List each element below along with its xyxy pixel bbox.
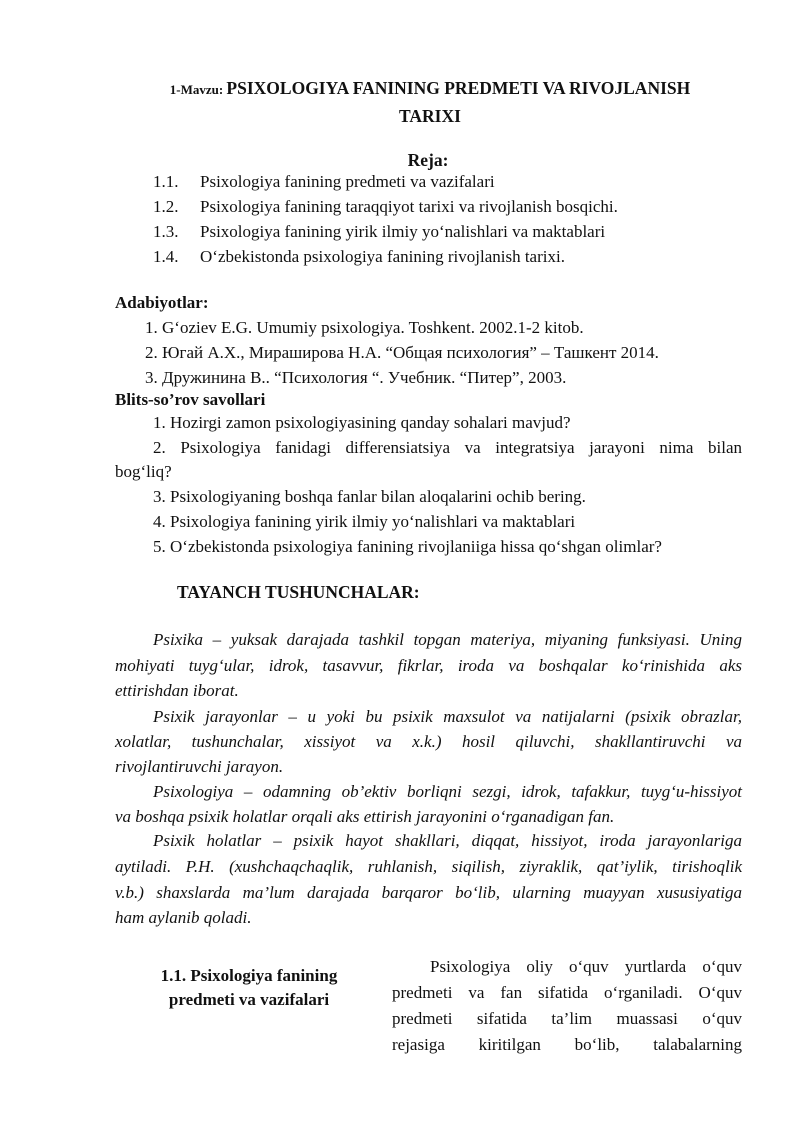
blitz-question-cont: bog‘liq?	[115, 462, 172, 481]
concept-line: aytiladi. P.H. (xushchaqchaqlik, ruhlanish, siqilish, ziyraklik, qat’iylik, tirishoqlik	[115, 857, 742, 876]
section-heading-line2: predmeti va vazifalari	[168, 990, 330, 1009]
topic-title-line1: PSIXOLOGIYA FANINING PREDMETI VA RIVOJLANISH	[226, 78, 691, 98]
plan-item-number: 1.2.	[153, 197, 179, 216]
concept-line: rivojlantiruvchi jarayon.	[115, 757, 284, 776]
concept-line: ham aylanib qoladi.	[115, 908, 252, 927]
plan-item-number: 1.4.	[153, 247, 179, 266]
section-heading-line1: 1.1. Psixologiya fanining	[160, 966, 338, 985]
concept-line: mohiyati tuyg‘ular, idrok, tasavvur, fikrlar, iroda va boshqalar ko‘rinishida aks	[115, 656, 742, 675]
blitz-question: 1. Hozirgi zamon psixologiyasining qanday sohalari mavjud?	[153, 413, 571, 432]
topic-title	[100, 75, 760, 130]
concept-line: Psixik jarayonlar – u yoki bu psixik maxsulot va natijalarni (psixik obrazlar,	[153, 707, 742, 726]
concept-line: ettirishdan iborat.	[115, 681, 239, 700]
concept-line: xolatlar, tushunchalar, xissiyot va x.k.) hosil qiluvchi, shakllantiruvchi va	[115, 732, 742, 751]
plan-item-number: 1.1.	[153, 172, 179, 191]
literature-heading: Adabiyotlar:	[115, 293, 209, 312]
concept-line: Psixologiya – odamning ob’ektiv borliqni sezgi, idrok, tafakkur, tuyg‘u-hissiyot	[153, 782, 742, 801]
concept-line: Psixika – yuksak darajada tashkil topgan materiya, miyaning funksiyasi. Uning	[153, 630, 742, 649]
section-text-line: predmeti sifatida ta’lim muassasi o‘quv	[392, 1009, 742, 1028]
concept-line: Psixik holatlar – psixik hayot shakllari, diqqat, hissiyot, iroda jarayonlariga	[153, 831, 742, 850]
literature-item: 3. Дружинина В.. “Психология “. Учебник. “Питер”, 2003.	[145, 368, 567, 387]
concept-line: v.b.) shaxslarda ma’lum darajada barqaror bo‘lib, ularning muayyan xususiyatiga	[115, 883, 742, 902]
plan-item-text: Psixologiya fanining taraqqiyot tarixi va rivojlanish bosqichi.	[200, 197, 618, 216]
literature-item: 2. Югай А.Х., Мирашировa Н.А. “Общая психология” – Ташкент 2014.	[145, 343, 659, 362]
section-text-line: rejasiga kiritilgan bo‘lib, talabalarning	[392, 1035, 742, 1054]
blitz-question: 2. Psixologiya fanidagi differensiatsiya va integratsiya jarayoni nima bilan	[153, 438, 742, 457]
plan-item-text: O‘zbekistonda psixologiya fanining rivojlanish tarixi.	[200, 247, 565, 266]
blitz-question: 5. O‘zbekistonda psixologiya fanining rivojlaniiga hissa qo‘shgan olimlar?	[153, 537, 662, 556]
blitz-question: 4. Psixologiya fanining yirik ilmiy yo‘nalishlari va maktablari	[153, 512, 576, 531]
plan-heading: Reja:	[407, 150, 449, 170]
concept-line: va boshqa psixik holatlar orqali aks ettirish jarayonini o‘rganadigan fan.	[115, 807, 615, 826]
topic-prefix: 1-Mavzu:	[169, 82, 227, 97]
literature-item: 1. G‘oziev E.G. Umumiy psixologiya. Toshkent. 2002.1-2 kitob.	[145, 318, 584, 337]
section-text-line: predmeti va fan sifatida o‘rganiladi. O‘quv	[392, 983, 742, 1002]
plan-item-text: Psixologiya fanining predmeti va vazifalari	[200, 172, 495, 191]
topic-title-line2: TARIXI	[399, 106, 461, 126]
blitz-question: 3. Psixologiyaning boshqa fanlar bilan aloqalarini ochib bering.	[153, 487, 586, 506]
section-text-line: Psixologiya oliy o‘quv yurtlarda o‘quv	[430, 957, 742, 976]
plan-item-text: Psixologiya fanining yirik ilmiy yo‘nalishlari va maktablari	[200, 222, 606, 241]
key-concepts-heading: TAYANCH TUSHUNCHALAR:	[177, 582, 420, 602]
plan-item-number: 1.3.	[153, 222, 179, 241]
blitz-heading: Blits-so’rov savollari	[115, 390, 266, 409]
section-heading	[130, 964, 368, 1012]
